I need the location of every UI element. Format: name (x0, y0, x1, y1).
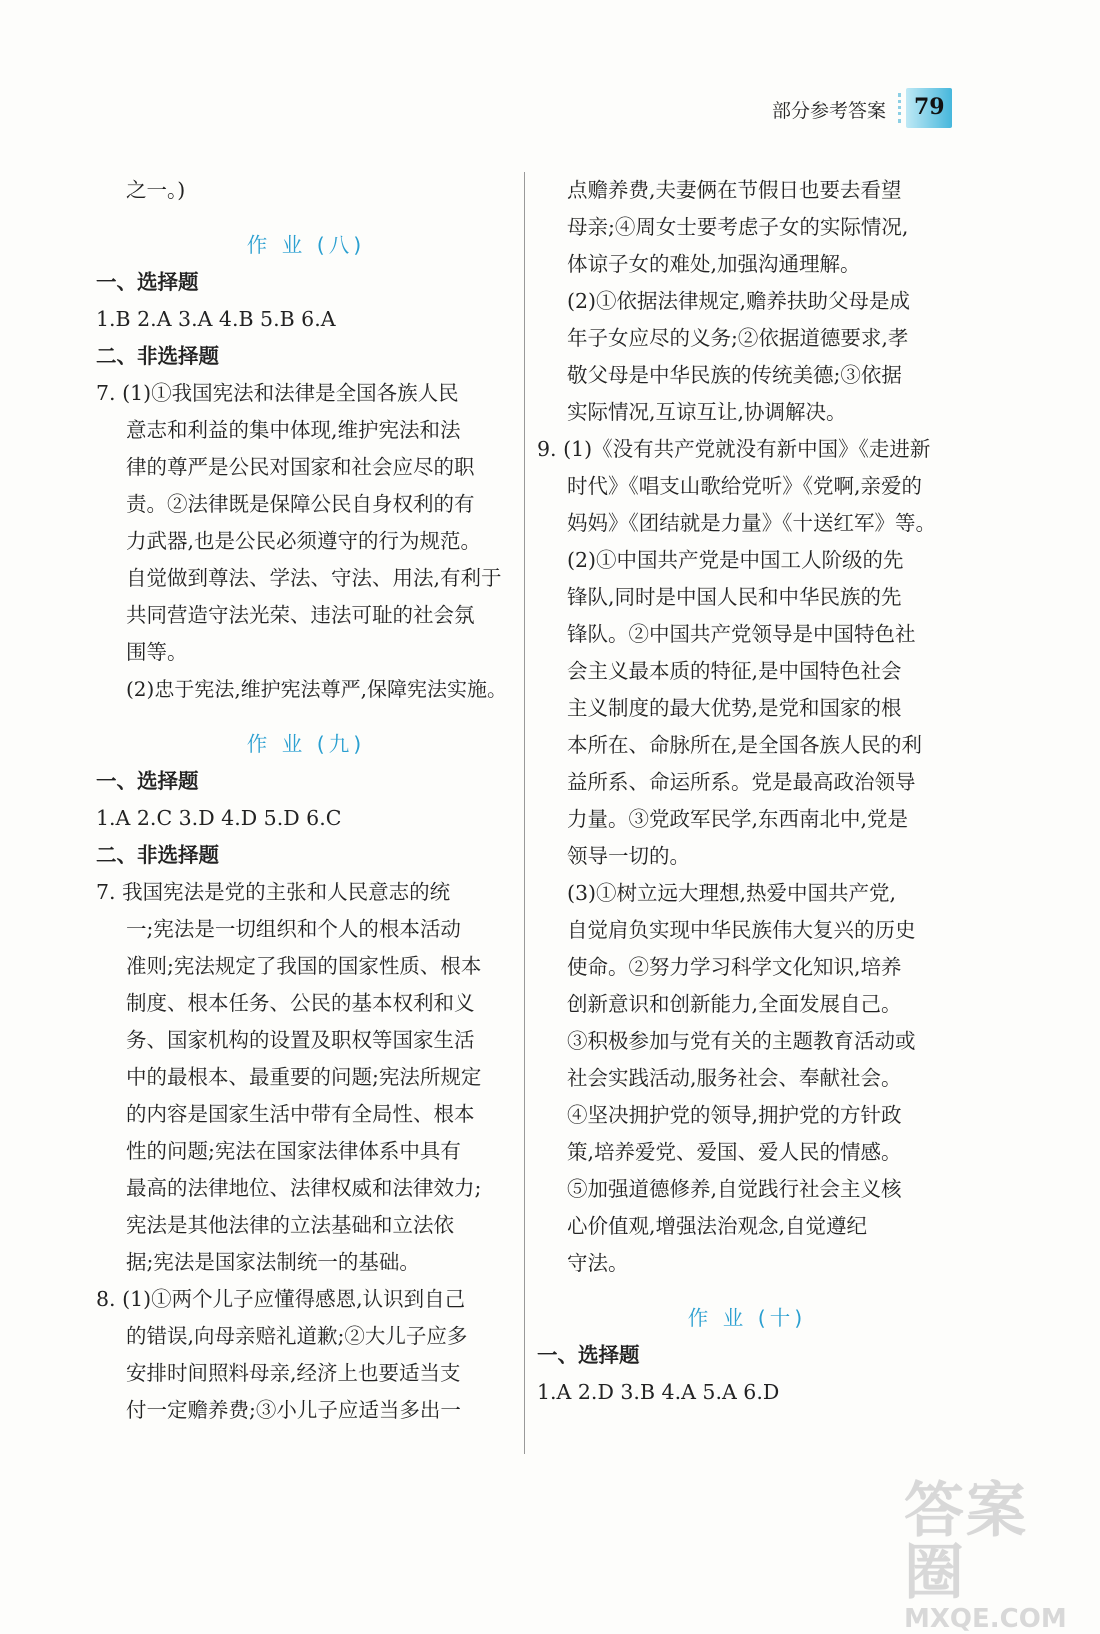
text-line: (2)①依据法律规定,赡养扶助父母是成 (567, 289, 911, 313)
text-line: 中的最根本、最重要的问题;宪法所规定 (126, 1065, 482, 1089)
watermark-url: MXQE.COM (904, 1604, 1067, 1634)
text-line: 的内容是国家生活中带有全局性、根本 (126, 1102, 475, 1126)
text-line: 时代》《唱支山歌给党听》《党啊,亲爱的 (567, 474, 923, 498)
question-type-heading: 二、非选择题 (96, 843, 219, 867)
question-type-heading: 一、选择题 (96, 270, 199, 294)
text-line: 点赡养费,夫妻俩在节假日也要去看望 (567, 178, 902, 202)
header-label: 部分参考答案 (772, 100, 887, 122)
text-line: 守法。 (567, 1251, 629, 1275)
text-line: 一;宪法是一切组织和个人的根本活动 (126, 917, 461, 941)
text-line: ⑤加强道德修养,自觉践行社会主义核 (567, 1177, 902, 1201)
text-line: 责。②法律既是保障公民自身权利的有 (126, 492, 475, 516)
text-line: (2)忠于宪法,维护宪法尊严,保障宪法实施。 (126, 677, 508, 701)
text-line: 安排时间照料母亲,经济上也要适当支 (126, 1361, 461, 1385)
text-line: (3)①树立远大理想,热爱中国共产党, (567, 881, 897, 905)
left-column (96, 172, 516, 1429)
text-line: 7. (1)①我国宪法和法律是全国各族人民 (96, 381, 459, 405)
section-spacer (96, 209, 516, 227)
text-line: 自觉做到尊法、学法、守法、用法,有利于 (126, 566, 502, 590)
text-line: 敬父母是中华民族的传统美德;③依据 (567, 363, 902, 387)
text-line: 准则;宪法规定了我国的国家性质、根本 (126, 954, 482, 978)
answer-key-line: 1.A 2.C 3.D 4.D 5.D 6.C (96, 806, 342, 830)
text-line: ④坚决拥护党的领导,拥护党的方针政 (567, 1103, 902, 1127)
text-line: 体谅子女的难处,加强沟通理解。 (567, 252, 861, 276)
text-line: 制度、根本任务、公民的基本权利和义 (126, 991, 475, 1015)
text-line: 9. (1)《没有共产党就没有新中国》《走进新 (537, 437, 931, 461)
text-line: 意志和利益的集中体现,维护宪法和法 (126, 418, 461, 442)
text-line: 使命。②努力学习科学文化知识,培养 (567, 955, 902, 979)
text-line: 领导一切的。 (567, 844, 690, 868)
text-line: 8. (1)①两个儿子应懂得感恩,认识到自己 (96, 1287, 466, 1311)
text-line: 围等。 (126, 640, 188, 664)
text-line: 策,培养爱党、爱国、爱人民的情感。 (567, 1140, 902, 1164)
text-line: 最高的法律地位、法律权威和法律效力; (126, 1176, 482, 1200)
section-title: 作 业 (八) (246, 233, 366, 257)
right-column (537, 172, 957, 1411)
question-type-heading: 二、非选择题 (96, 344, 219, 368)
text-line: (2)①中国共产党是中国工人阶级的先 (567, 548, 904, 572)
text-line: 力量。③党政军民学,东西南北中,党是 (567, 807, 909, 831)
text-line: 锋队,同时是中国人民和中华民族的先 (567, 585, 902, 609)
section-spacer (537, 1282, 957, 1300)
answer-key-line: 1.A 2.D 3.B 4.A 5.A 6.D (537, 1380, 780, 1404)
question-type-heading: 一、选择题 (537, 1343, 640, 1367)
text-line: 共同营造守法光荣、违法可耻的社会氛 (126, 603, 475, 627)
question-type-heading: 一、选择题 (96, 769, 199, 793)
watermark-logo (904, 1476, 1084, 1634)
text-line: 力武器,也是公民必须遵守的行为规范。 (126, 529, 482, 553)
page-number: 79 (914, 94, 945, 120)
text-line: 的错误,向母亲赔礼道歉;②大儿子应多 (126, 1324, 468, 1348)
text-line: 创新意识和创新能力,全面发展自己。 (567, 992, 902, 1016)
text-line: 年子女应尽的义务;②依据道德要求,孝 (567, 326, 909, 350)
text-line: ③积极参加与党有关的主题教育活动或 (567, 1029, 916, 1053)
text-line: 实际情况,互谅互让,协调解决。 (567, 400, 847, 424)
column-divider (524, 172, 525, 1454)
text-line: 宪法是其他法律的立法基础和立法依 (126, 1213, 454, 1237)
text-line: 性的问题;宪法在国家法律体系中具有 (126, 1139, 461, 1163)
answer-key-line: 1.B 2.A 3.A 4.B 5.B 6.A (96, 307, 336, 331)
text-line: 社会实践活动,服务社会、奉献社会。 (567, 1066, 902, 1090)
section-title: 作 业 (九) (246, 732, 366, 756)
text-line: 自觉肩负实现中华民族伟大复兴的历史 (567, 918, 916, 942)
section-spacer (96, 708, 516, 726)
text-line: 母亲;④周女士要考虑子女的实际情况, (567, 215, 909, 239)
section-title: 作 业 (十) (687, 1306, 807, 1330)
text-line: 锋队。②中国共产党领导是中国特色社 (567, 622, 916, 646)
text-line: 付一定赡养费;③小儿子应适当多出一 (126, 1398, 461, 1422)
text-line: 本所在、命脉所在,是全国各族人民的利 (567, 733, 923, 757)
text-line: 律的尊严是公民对国家和社会应尽的职 (126, 455, 475, 479)
text-line: 之一。) (126, 178, 186, 202)
text-line: 益所系、命运所系。党是最高政治领导 (567, 770, 916, 794)
text-line: 7. 我国宪法是党的主张和人民意志的统 (96, 880, 451, 904)
text-line: 务、国家机构的设置及职权等国家生活 (126, 1028, 475, 1052)
text-line: 主义制度的最大优势,是党和国家的根 (567, 696, 902, 720)
text-line: 心价值观,增强法治观念,自觉遵纪 (567, 1214, 868, 1238)
watermark-text: 答案圈 (904, 1476, 1028, 1608)
text-line: 据;宪法是国家法制统一的基础。 (126, 1250, 420, 1274)
text-line: 会主义最本质的特征,是中国特色社会 (567, 659, 902, 683)
text-line: 妈妈》《团结就是力量》《十送红军》等。 (567, 511, 936, 535)
